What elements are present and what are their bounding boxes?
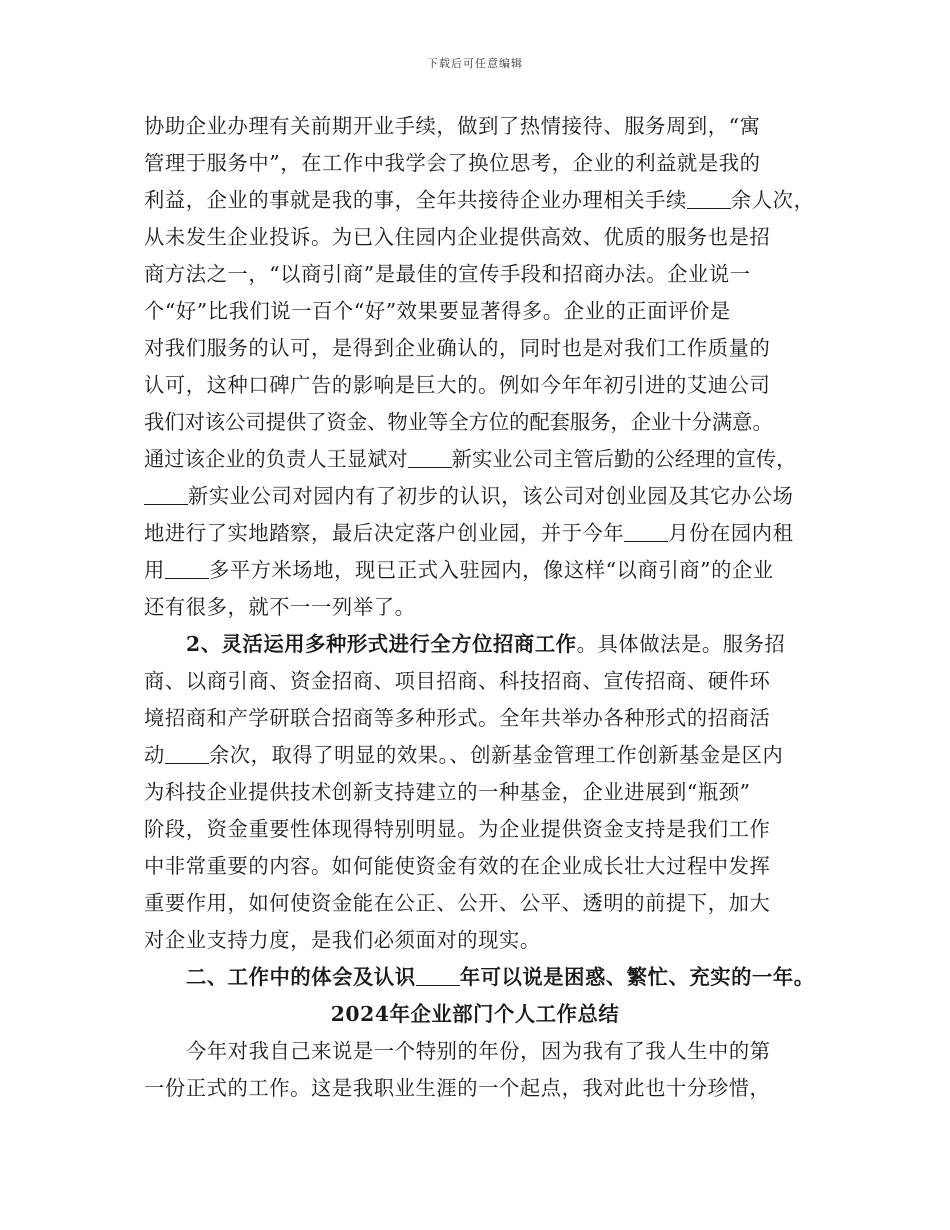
text-line: 用 多平方米场地，现已正式入驻园内，像这样“以商引商”的企业 xyxy=(144,558,774,582)
fill-blank xyxy=(165,560,209,579)
fill-blank xyxy=(408,449,452,468)
section-2-line: 2、灵活运用多种形式进行全方位招商工作。具体做法是。服务招 xyxy=(186,632,786,656)
text-line: 重要作用，如何使资金能在公正、公开、公平、透明的前提下，加大 xyxy=(144,891,771,915)
fill-blank xyxy=(144,486,188,505)
text-line: 对我们服务的认可，是得到企业确认的，同时也是对我们工作质量的 xyxy=(144,336,771,360)
text-line: 地进行了实地踏察，最后决定落户创业园，并于今年 月份在园内租 xyxy=(144,521,794,545)
fill-blank xyxy=(687,190,731,209)
text-line: 通过该企业的负责人王显斌对 新实业公司主管后勤的公经理的宣传， xyxy=(144,447,797,471)
text-line: 对企业支持力度，是我们必须面对的现实。 xyxy=(144,928,541,952)
text-line: 个“好”比我们说一百个“好”效果要显著得多。企业的正面评价是 xyxy=(144,299,731,323)
section-2-heading: 2、灵活运用多种形式进行全方位招商工作 xyxy=(186,632,577,656)
document-title: 2024年企业部门个人工作总结 xyxy=(330,1002,620,1026)
text-line: 利益，企业的事就是我的事，全年共接待企业办理相关手续 余人次， xyxy=(144,188,815,212)
fill-blank xyxy=(416,967,460,986)
text-line: 从未发生企业投诉。为已入住园内企业提供高效、优质的服务也是招 xyxy=(144,225,771,249)
text-line: 新实业公司对园内有了初步的认识，该公司对创业园及其它办公场 xyxy=(144,478,824,515)
text-line: 还有很多，就不一一列举了。 xyxy=(144,595,416,619)
text-line: 今年对我自己来说是一个特别的年份，因为我有了我人生中的第 xyxy=(186,1039,771,1063)
fill-blank xyxy=(624,523,668,542)
text-line: 一份正式的工作。这是我职业生涯的一个起点，我对此也十分珍惜， xyxy=(144,1076,771,1100)
section-heading: 二、工作中的体会及认识 年可以说是困惑、繁忙、充实的一年。 xyxy=(186,965,815,989)
text-line: 为科技企业提供技术创新支持建立的一种基金，企业进展到“瓶颈” xyxy=(144,780,751,804)
text-line: 协助企业办理有关前期开业手续，做到了热情接待、服务周到，“寓 xyxy=(144,114,761,138)
page-header: 下载后可任意编辑 xyxy=(427,57,523,70)
text-line: 中非常重要的内容。如何能使资金有效的在企业成长壮大过程中发挥 xyxy=(144,854,771,878)
text-line: 认可，这种口碑广告的影响是巨大的。例如今年年初引进的艾迪公司 xyxy=(144,373,771,397)
text-line: 动 余次，取得了明显的效果。、创新基金管理工作创新基金是区内 xyxy=(144,743,784,767)
text-line: 境招商和产学研联合招商等多种形式。全年共举办各种形式的招商活 xyxy=(144,706,771,730)
text-line: 阶段，资金重要性体现得特别明显。为企业提供资金支持是我们工作 xyxy=(144,817,771,841)
text-line: 商方法之一，“以商引商”是最佳的宣传手段和招商办法。企业说一 xyxy=(144,262,751,286)
fill-blank xyxy=(165,745,209,764)
text-line: 商、以商引商、资金招商、项目招商、科技招商、宣传招商、硬件环 xyxy=(144,669,771,693)
text-line: 管理于服务中”，在工作中我学会了换位思考，企业的利益就是我的 xyxy=(144,151,761,175)
text-line: 我们对该公司提供了资金、物业等全方位的配套服务，企业十分满意。 xyxy=(144,410,773,434)
